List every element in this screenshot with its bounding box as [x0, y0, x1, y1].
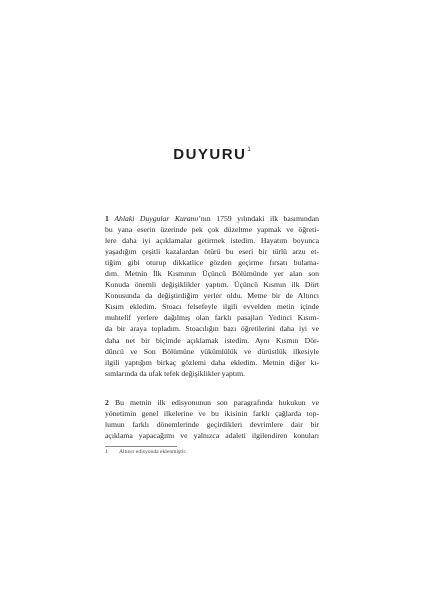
- paragraph-1-line: Kısım ekledim. Stoacı felsefeyle ilgili evvelden metin içinde: [105, 302, 319, 312]
- footnote-divider: [105, 446, 177, 447]
- page-title: [0, 146, 424, 163]
- paragraph-1-line: bu yana eserin üzerinde pek çok düzeltme yapmak ve öğreti-: [105, 225, 319, 235]
- paragraph-2-line: lumun farklı dönemlerinde geçirdikleri devrimlere dair bir: [105, 420, 319, 430]
- paragraph-1-line: yaşadığım çeşitli kazalardan ötürü bu eseri bir türlü arzu et-: [105, 247, 319, 257]
- paragraph-2: [105, 397, 319, 441]
- book-title: Ahlaki Duygular Kuramı: [114, 214, 199, 223]
- paragraph-1-line: Konuda önemli değişiklikler yaptım. Üçüncü Kısmın ilk Dört: [105, 280, 319, 290]
- paragraph-1-line: dım. Metnin İlk Kısmının Üçüncü Bölümünde yer alan son: [105, 269, 319, 279]
- paragraph-1-line: lere daha iyi açıklamalar getirmek istedim. Hayatım boyunca: [105, 236, 319, 246]
- paragraph-2-number: 2: [105, 398, 109, 407]
- footnote-number: 1: [105, 449, 108, 455]
- paragraph-1-line: daha net bir biçimde açıklamak istedim. Aynı Kısmın Dör-: [105, 335, 319, 345]
- paragraph-1-line: 1 Ahlaki Duygular Kuramı’nın 1759 yılındaki ilk basımından: [105, 214, 320, 223]
- paragraph-1: [105, 213, 319, 379]
- paragraph-2-line: açıklama yapacağımı ve yalnızca adaleti ilgilendiren konuları: [105, 431, 319, 441]
- paragraph-1-line: ilgili yaptığım birkaç gözlemi daha ekledim. Metnin diğer kı-: [105, 357, 319, 367]
- paragraph-1-line: sımlarında da ufak tefek değişiklikler yaptım.: [105, 368, 246, 378]
- paragraph-2-line: yönetimin genel ilkelerine ve bu ikisinin farklı çağlarda top-: [105, 409, 319, 419]
- paragraph-1-line: düncü ve Son Bölümüne yükümlülük ve dürüstlük ilkesiyle: [105, 346, 319, 356]
- footnote-reference: 1: [247, 147, 251, 153]
- paragraph-1-line: tiğim gibi oturup dikkatlice gözden geçirme fırsatı bulama-: [105, 258, 319, 268]
- title-text: DUYURU: [173, 146, 247, 163]
- paragraph-1-number: 1: [105, 214, 109, 223]
- paragraph-1-line: muhtelif yerlere dağılmış olan farklı pasajları Yedinci Kısım-: [105, 313, 319, 323]
- paragraph-1-line: Konusunda da değiştirdiğim yerler oldu. Metne bir de Altıncı: [105, 291, 319, 301]
- paragraph-2-line: 2 Bu metnin ilk edisyonunun son paragrafında hukukun ve: [105, 398, 319, 407]
- footnote: [105, 449, 186, 455]
- paragraph-1-line: da bir araya topladım. Stoacılığın bazı öğretilerini daha iyi ve: [105, 324, 319, 334]
- footnote-text: Altıncı edisyonda eklenmiştir.: [119, 449, 187, 455]
